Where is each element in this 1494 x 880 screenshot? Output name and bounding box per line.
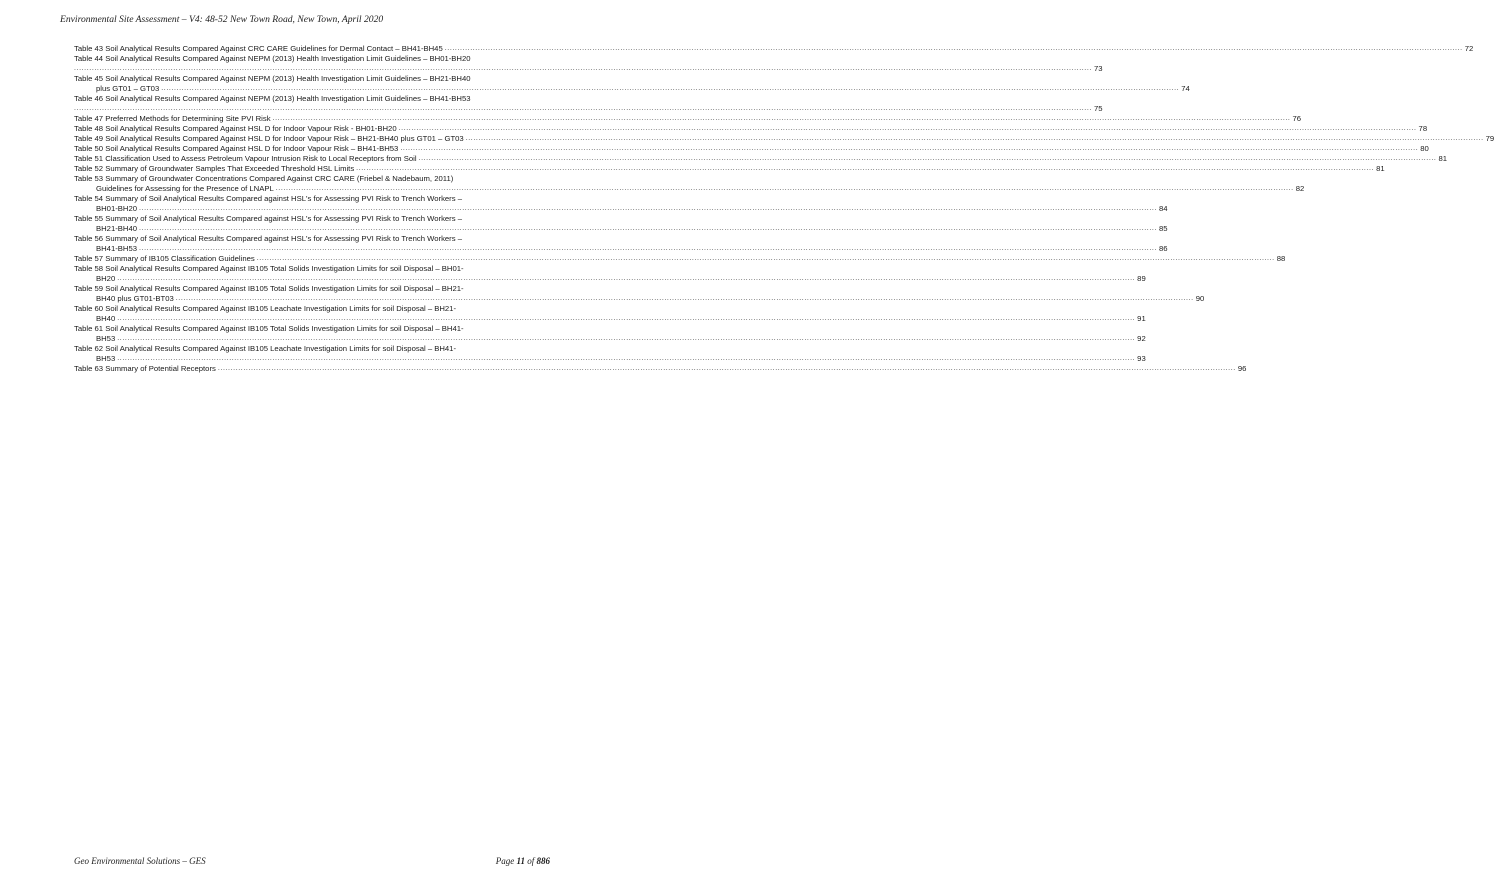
toc-page-number: 81 <box>1438 154 1448 163</box>
toc-page-number: 84 <box>1158 204 1168 213</box>
toc-entry-title: BH40 <box>96 314 116 323</box>
toc-page-number: 93 <box>1137 354 1146 363</box>
page-of-label: of <box>527 856 535 866</box>
toc-entry[interactable] <box>74 94 1103 114</box>
toc-entry-title: Table 57 Summary of IB105 Classification Guidelines <box>74 254 255 263</box>
toc-page-number: 72 <box>1464 44 1474 53</box>
toc-entry-title: Table 52 Summary of Groundwater Samples That Exceeded Threshold HSL Limits <box>74 164 355 173</box>
toc-entry-title: Table 48 Soil Analytical Results Compared Against HSL D for Indoor Vapour Risk - BH01-BH20 <box>74 124 397 133</box>
toc-entry[interactable] <box>74 344 1146 364</box>
toc-entry-title: Table 58 Soil Analytical Results Compared Against IB105 Total Solids Investigation Limits for soil Disposal – BH01- <box>74 264 464 273</box>
toc-page-number: 81 <box>1376 164 1385 173</box>
toc-page-number: 90 <box>1195 294 1205 303</box>
toc-entry-title: Table 63 Summary of Potential Receptors <box>74 364 216 373</box>
table-of-contents <box>74 44 1494 374</box>
page-header: Environmental Site Assessment – V4: 48-52 New Town Road, New Town, April 2020 <box>60 14 384 25</box>
toc-page-number: 74 <box>1181 84 1190 93</box>
toc-entry-title: Table 44 Soil Analytical Results Compared Against NEPM (2013) Health Investigation Limit Guidelines – BH01-BH20 <box>74 54 471 63</box>
toc-entry[interactable] <box>74 324 1146 344</box>
toc-entry-title: Table 60 Soil Analytical Results Compared Against IB105 Leachate Investigation Limits for soil Disposal – BH21- <box>74 304 457 313</box>
toc-entry-title: Table 56 Summary of Soil Analytical Results Compared against HSL's for Assessing PVI Risk to Trench Workers – <box>74 234 462 243</box>
current-page: 11 <box>516 856 525 866</box>
toc-leader-dots: ................................................................................................................................................................................................................................................................................................................................................................................................................ <box>139 245 1157 252</box>
toc-entry[interactable] <box>74 74 1190 94</box>
toc-leader-dots: ................................................................................................................................................................................................................................................................................................................................................................................................................ <box>139 205 1157 212</box>
total-pages: 886 <box>536 856 550 866</box>
toc-entry-title: Table 54 Summary of Soil Analytical Results Compared against HSL's for Assessing PVI Risk to Trench Workers – <box>74 194 462 203</box>
toc-entry[interactable] <box>74 234 1168 254</box>
toc-leader-dots: ................................................................................................................................................................................................................................................................................................................................................................................................................ <box>117 335 1136 342</box>
toc-entry[interactable] <box>74 304 1146 324</box>
toc-page-number: 86 <box>1158 244 1168 253</box>
toc-leader-dots: ................................................................................................................................................................................................................................................................................................................................................................................................................ <box>139 225 1157 232</box>
toc-entry-title: Table 62 Soil Analytical Results Compared Against IB105 Leachate Investigation Limits for soil Disposal – BH41- <box>74 344 457 353</box>
toc-entry[interactable] <box>74 174 1305 194</box>
toc-leader-dots: ................................................................................................................................................................................................................................................................................................................................................................................................................ <box>465 135 1484 142</box>
toc-entry-title: Table 46 Soil Analytical Results Compared Against NEPM (2013) Health Investigation Limit Guidelines – BH41-BH53 <box>74 94 471 103</box>
toc-leader-dots: ................................................................................................................................................................................................................................................................................................................................................................................................................ <box>275 185 1294 192</box>
toc-page-number: 80 <box>1420 144 1429 153</box>
toc-entry-title: BH53 <box>96 354 116 363</box>
footer-company: Geo Environmental Solutions – GES <box>74 856 206 866</box>
toc-leader-dots: ................................................................................................................................................................................................................................................................................................................................................................................................................ <box>272 115 1291 122</box>
toc-page-number: 75 <box>1093 104 1103 113</box>
toc-entry-title: BH53 <box>96 334 116 343</box>
toc-entry-title: Table 43 Soil Analytical Results Compared Against CRC CARE Guidelines for Dermal Contact – BH41-BH45 <box>74 44 443 53</box>
toc-leader-dots: ................................................................................................................................................................................................................................................................................................................................................................................................................ <box>256 255 1275 262</box>
toc-leader-dots: ................................................................................................................................................................................................................................................................................................................................................................................................................ <box>74 65 1092 72</box>
toc-leader-dots: ................................................................................................................................................................................................................................................................................................................................................................................................................ <box>444 45 1463 52</box>
toc-entry-title: Table 49 Soil Analytical Results Compared Against HSL D for Indoor Vapour Risk – BH21-BH40 plus GT01 – GT03 <box>74 134 464 143</box>
toc-entry[interactable] <box>74 54 1103 74</box>
toc-leader-dots: ................................................................................................................................................................................................................................................................................................................................................................................................................ <box>175 295 1194 302</box>
toc-page-number: 79 <box>1485 134 1494 143</box>
toc-entry[interactable] <box>74 44 1474 54</box>
toc-entry[interactable] <box>74 254 1286 264</box>
toc-entry[interactable] <box>74 214 1168 234</box>
toc-page-number: 88 <box>1276 254 1286 263</box>
toc-leader-dots: ................................................................................................................................................................................................................................................................................................................................................................................................................ <box>74 105 1092 112</box>
toc-entry-title: Table 53 Summary of Groundwater Concentrations Compared Against CRC CARE (Friebel & Nadebaum, 2011) <box>74 174 454 183</box>
toc-entry[interactable] <box>74 284 1205 304</box>
toc-leader-dots: ................................................................................................................................................................................................................................................................................................................................................................................................................ <box>418 155 1437 162</box>
toc-entry[interactable] <box>74 154 1448 164</box>
toc-entry-title: BH40 plus GT01-BT03 <box>96 294 174 303</box>
page-label: Page <box>495 856 515 866</box>
toc-page-number: 78 <box>1418 124 1428 133</box>
toc-entry-title: Table 51 Classification Used to Assess Petroleum Vapour Intrusion Risk to Local Receptors from Soil <box>74 154 417 163</box>
toc-entry-title: Table 50 Soil Analytical Results Compared Against HSL D for Indoor Vapour Risk – BH41-BH53 <box>74 144 399 153</box>
toc-page-number: 96 <box>1237 364 1247 373</box>
toc-leader-dots: ................................................................................................................................................................................................................................................................................................................................................................................................................ <box>117 275 1136 282</box>
toc-page-number: 91 <box>1137 314 1146 323</box>
toc-leader-dots: ................................................................................................................................................................................................................................................................................................................................................................................................................ <box>217 365 1236 372</box>
toc-leader-dots: ................................................................................................................................................................................................................................................................................................................................................................................................................ <box>398 125 1417 132</box>
toc-entry-title: Table 47 Preferred Methods for Determining Site PVI Risk <box>74 114 271 123</box>
toc-leader-dots: ................................................................................................................................................................................................................................................................................................................................................................................................................ <box>117 355 1136 362</box>
toc-entry[interactable] <box>74 124 1428 134</box>
toc-entry[interactable] <box>74 364 1247 374</box>
toc-leader-dots: ................................................................................................................................................................................................................................................................................................................................................................................................................ <box>356 165 1375 172</box>
toc-entry-title: Table 61 Soil Analytical Results Compared Against IB105 Total Solids Investigation Limits for soil Disposal – BH41- <box>74 324 464 333</box>
toc-entry-title: Table 55 Summary of Soil Analytical Results Compared against HSL's for Assessing PVI Risk to Trench Workers – <box>74 214 462 223</box>
toc-entry-title: BH01-BH20 <box>96 204 138 213</box>
toc-page-number: 85 <box>1158 224 1168 233</box>
toc-entry[interactable] <box>74 134 1494 144</box>
toc-entry-title: BH20 <box>96 274 116 283</box>
footer-page-number <box>496 856 550 866</box>
toc-entry[interactable] <box>74 264 1146 284</box>
toc-entry-title: Guidelines for Assessing for the Presence of LNAPL <box>96 184 274 193</box>
toc-entry-title: plus GT01 – GT03 <box>96 84 160 93</box>
toc-leader-dots: ................................................................................................................................................................................................................................................................................................................................................................................................................ <box>400 145 1419 152</box>
toc-entry-title: Table 45 Soil Analytical Results Compared Against NEPM (2013) Health Investigation Limit Guidelines – BH21-BH40 <box>74 74 471 83</box>
toc-page-number: 89 <box>1137 274 1146 283</box>
toc-entry-title: Table 59 Soil Analytical Results Compared Against IB105 Total Solids Investigation Limits for soil Disposal – BH21- <box>74 284 464 293</box>
toc-page-number: 92 <box>1137 334 1146 343</box>
toc-entry[interactable] <box>74 194 1168 214</box>
toc-entry[interactable] <box>74 114 1302 124</box>
toc-entry[interactable] <box>74 144 1429 154</box>
toc-leader-dots: ................................................................................................................................................................................................................................................................................................................................................................................................................ <box>161 85 1180 92</box>
toc-entry[interactable] <box>74 164 1385 174</box>
toc-page-number: 73 <box>1093 64 1103 73</box>
toc-entry-title: BH41-BH53 <box>96 244 138 253</box>
toc-leader-dots: ................................................................................................................................................................................................................................................................................................................................................................................................................ <box>117 315 1136 322</box>
toc-page-number: 82 <box>1295 184 1305 193</box>
toc-page-number: 76 <box>1292 114 1302 123</box>
toc-entry-title: BH21-BH40 <box>96 224 138 233</box>
